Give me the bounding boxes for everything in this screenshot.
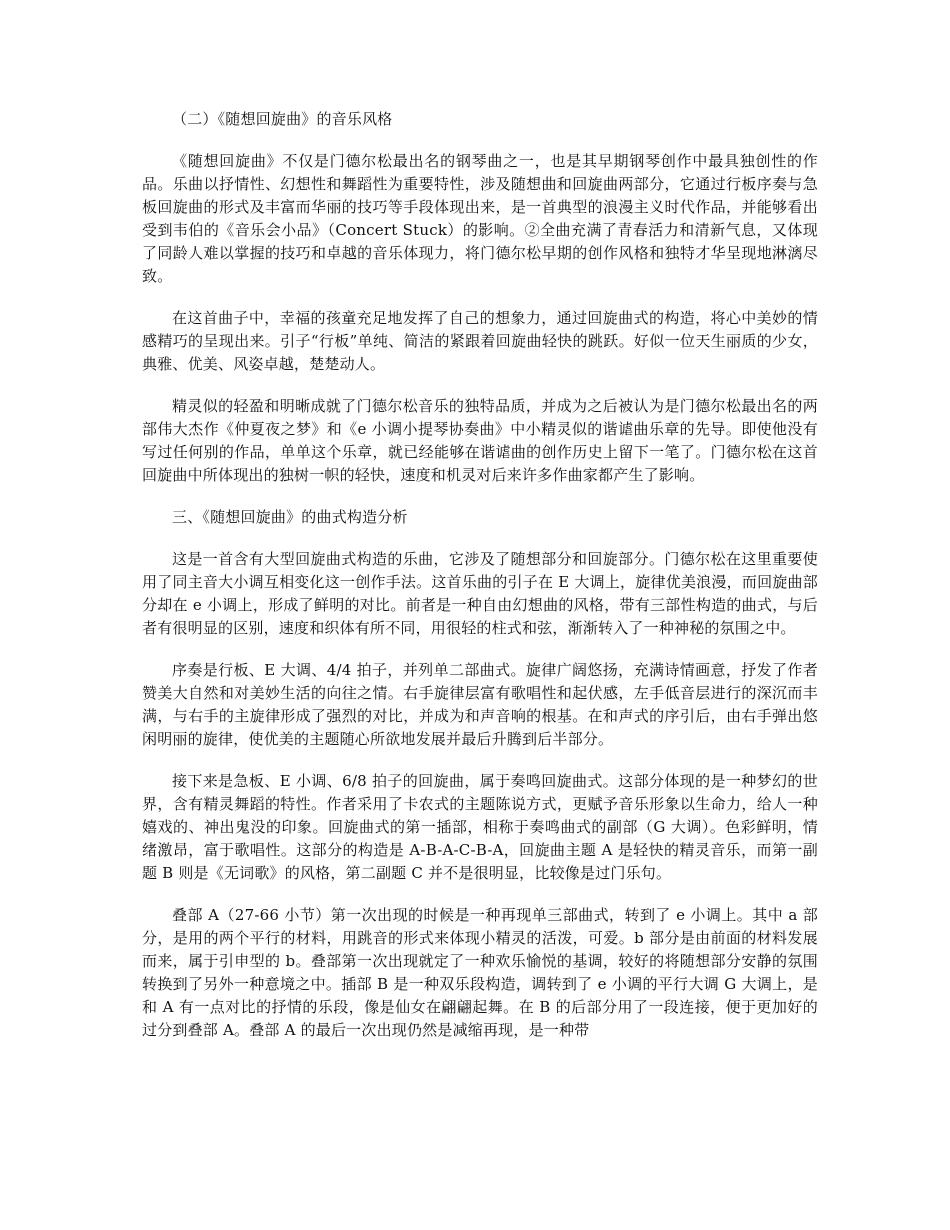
- paragraph: 在这首曲子中，幸福的孩童充足地发挥了自己的想象力，通过回旋曲式的构造，将心中美妙的情感精巧的呈现出来。引子“行板”单纯、简洁的紧跟着回旋曲轻快的跳跃。好似一位天生丽质的少女，典雅、优美、风姿卓越，楚楚动人。: [142, 309, 818, 373]
- paragraph: 接下来是急板、E 小调、6/8 拍子的回旋曲，属于奏鸣回旋曲式。这部分体现的是一种梦幻的世界，含有精灵舞蹈的特性。作者采用了卡农式的主题陈说方式，更赋予音乐形象以生命力，给人一种嬉戏的、神出鬼没的印象。回旋曲式的第一插部，相称于奏鸣曲式的副部（G 大调）。色彩鲜明，情绪激昂，富于歌唱性。这部分的构造是 A-B-A-C-B-A，回旋曲主题 A 是轻快的精灵音乐，而第一副题 B 则是《无词歌》的风格，第二副题 C 并不是很明显，比较像是过门乐句。: [142, 772, 818, 882]
- section-heading-music-style: （二）《随想回旋曲》的音乐风格: [172, 110, 393, 128]
- document-page: [142, 108, 818, 1061]
- paragraph: 序奏是行板、E 大调、4/4 拍子，并列单二部曲式。旋律广阔悠扬，充满诗情画意，抒发了作者赞美大自然和对美妙生活的向往之情。右手旋律层富有歌唱性和起伏感，左手低音层进行的深沉而丰满，与右手的主旋律形成了强烈的对比，并成为和声音响的根基。在和声式的序引后，由右手弹出悠闲明丽的旋律，使优美的主题随心所欲地发展并最后升腾到后半部分。: [142, 661, 818, 748]
- paragraph: 精灵似的轻盈和明晰成就了门德尔松音乐的独特品质，并成为之后被认为是门德尔松最出名的两部伟大杰作《仲夏夜之梦》和《e 小调小提琴协奏曲》中小精灵似的谐谑曲乐章的先导。即使他没有写过任何别的作品，单单这个乐章，就已经能够在谐谑曲的创作历史上留下一笔了。门德尔松在这首回旋曲中所体现出的独树一帜的轻快，速度和机灵对后来许多作曲家都产生了影响。: [142, 397, 818, 484]
- paragraph: 叠部 A（27-66 小节）第一次出现的时候是一种再现单三部曲式，转到了 e 小调上。其中 a 部分，是用的两个平行的材料，用跳音的形式来体现小精灵的活泼，可爱。b 部分是由前面的材料发展而来，属于引申型的 b。叠部第一次出现就定了一种欢乐愉悦的基调，较好的将随想部分安静的氛围转换到了另外一种意境之中。插部 B 是一种双乐段构造，调转到了 e 小调的平行大调 G 大调上，是和 A 有一点对比的抒情的乐段，像是仙女在翩翩起舞。在 B 的后部分用了一段连接，便于更加好的过分到叠部 A。叠部 A 的最后一次出现仍然是减缩再现，是一种带: [142, 906, 818, 1039]
- section-heading-structure-analysis: 三、《随想回旋曲》的曲式构造分析: [172, 508, 408, 526]
- paragraph: 《随想回旋曲》不仅是门德尔松最出名的钢琴曲之一，也是其早期钢琴创作中最具独创性的作品。乐曲以抒情性、幻想性和舞蹈性为重要特性，涉及随想曲和回旋曲两部分，它通过行板序奏与急板回旋曲的形式及丰富而华丽的技巧等手段体现出来，是一首典型的浪漫主义时代作品，并能够看出受到韦伯的《音乐会小品》（Concert Stuck）的影响。②全曲充满了青春活力和清新气息，又体现了同龄人难以掌握的技巧和卓越的音乐体现力，将门德尔松早期的创作风格和独特才华呈现地淋漓尽致。: [142, 152, 818, 285]
- paragraph: 这是一首含有大型回旋曲式构造的乐曲，它涉及了随想部分和回旋部分。门德尔松在这里重要使用了同主音大小调互相变化这一创作手法。这首乐曲的引子在 E 大调上，旋律优美浪漫，而回旋曲部分却在 e 小调上，形成了鲜明的对比。前者是一种自由幻想曲的风格，带有三部性构造的曲式，与后者有很明显的区别，速度和织体有所不同，用很轻的柱式和弦，渐渐转入了一种神秘的氛围之中。: [142, 550, 818, 637]
